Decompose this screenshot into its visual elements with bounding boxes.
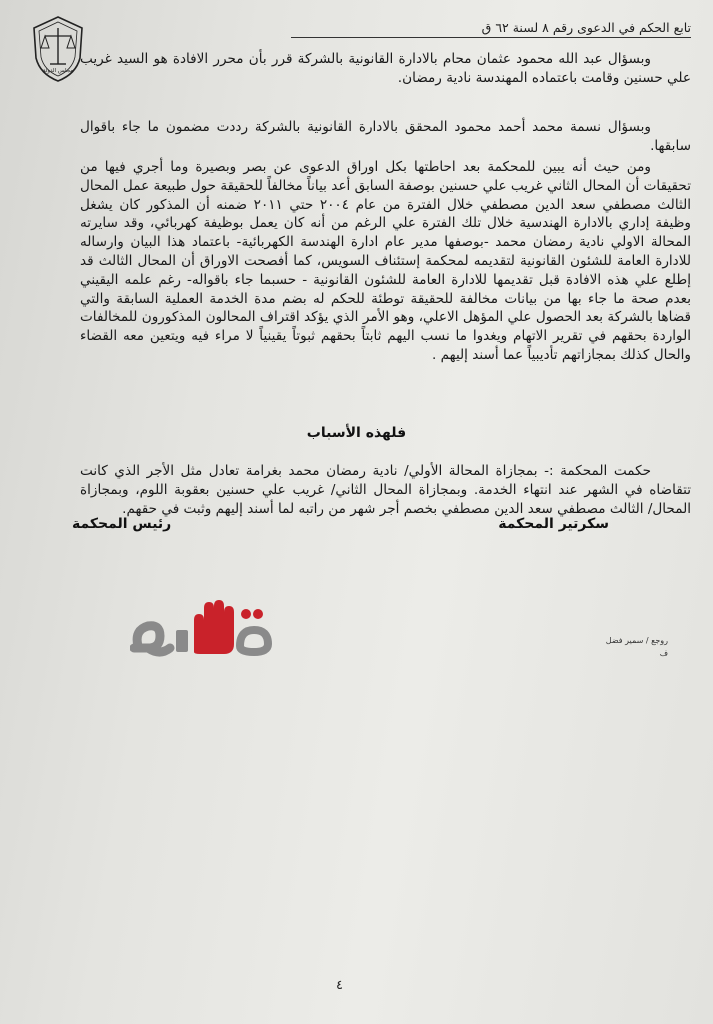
page-number: ٤ [336,978,343,993]
emblem-caption: مجلس الدولة [42,68,74,74]
paragraph-text: ومن حيث أنه يبين للمحكمة بعد احاطتها بكل اوراق الدعوى عن بصر وبصيرة وما أجري فيها من تحقيقات أن المحال الثاني غريب علي حسنين بوصفة السابق أعد بياناً مخالفاً للحقيقة حول طبيعة عمل المحال الثالث مصطفي سعد الدين مصطفي خلال الفترة من عام ٢٠٠٤ حتي ٢٠١١ ضمنه أن المذكور كان يشغل وظيفة إداري بالادارة الهندسية خلال تلك الفترة علي الرغم من أنه كان يعمل بوظيفة كهربائي، وقد سايرته المحالة الاولي نادية رمضان محمد -بوصفها مدير عام ادارة الهندسة الكهربائية- باعتماد هذا البيان وارساله للادارة العامة للشئون القانونية لتقديمه لمحكمة إستئناف السويس، كما أفصحت الاوراق أن المحال الثالث قد إطلع علي هذه الافادة قبل تقديمها للادارة العامة للشئون القانونية - حسبما جاء باقواله- رغم علمه اليقيني بعدم صحة ما جاء بها من بيانات مخالفة للحقيقة توطئة للحكم له بضم مدة الخدمة العملية السابقة والتي قضاها بالشركة بعد الحصول علي المؤهل الاعلي، وهو الأمر الذي يؤكد اقتراف المحالون المذكورون للمخالفات الواردة بحقهم في تقرير الاتهام ويغدوا ما نسب اليهم ثابتاً بحقهم ثبوتاً يقينياً لا مراء فيه ويتعين معه القضاء والحال كذلك بمجازاتهم تأديبياً عما أسند إليهم . [80,159,691,363]
reasons-heading: فلهذه الأسباب [306,425,407,441]
paragraph-court-findings [80,158,691,365]
paragraph-lawyer-testimony [80,50,691,88]
state-council-emblem [30,14,86,84]
typist-note [598,634,668,660]
verdict-paragraph [80,462,691,518]
paragraph-investigator-testimony [80,118,691,156]
watermark-text: فيتو [204,664,206,665]
typist-initial: ف [659,649,668,658]
paragraph-text: وبسؤال عبد الله محمود عثمان محام بالادارة القانونية بالشركة قرر بأن محرر الافادة هو السيد غريب علي حسنين وقامت باعتماده المهندسة نادية رمضان. [80,51,691,86]
secretary-signature-label: سكرتير المحكمة [498,516,609,532]
paragraph-text: وبسؤال نسمة محمد أحمد محمود المحقق بالادارة القانونية بالشركة رددت مضمون ما جاء باقوال سابقها. [80,119,691,154]
verdict-text: حكمت المحكمة :- بمجازاة المحالة الأولي/ نادية رمضان محمد بغرامة تعادل مثل الأجر الذي كانت تتقاضاه في الشهر عند انتهاء الخدمة. وبمجازاة المحال الثاني/ غريب علي حسنين بعقوبة اللوم، وبمجازاة المحال/ الثالث مصطفي سعد الدين مصطفي بخصم أجر شهر من راتبه لما أسند إليهم وثبت في حقهم. [80,463,691,517]
case-reference-header: تابع الحكم في الدعوى رقم ٨ لسنة ٦٢ ق [291,20,691,38]
watermark-logo [130,586,280,666]
reviewer-line: روجع / سمير فضل [605,636,668,645]
president-signature-label: رئيس المحكمة [72,516,172,532]
